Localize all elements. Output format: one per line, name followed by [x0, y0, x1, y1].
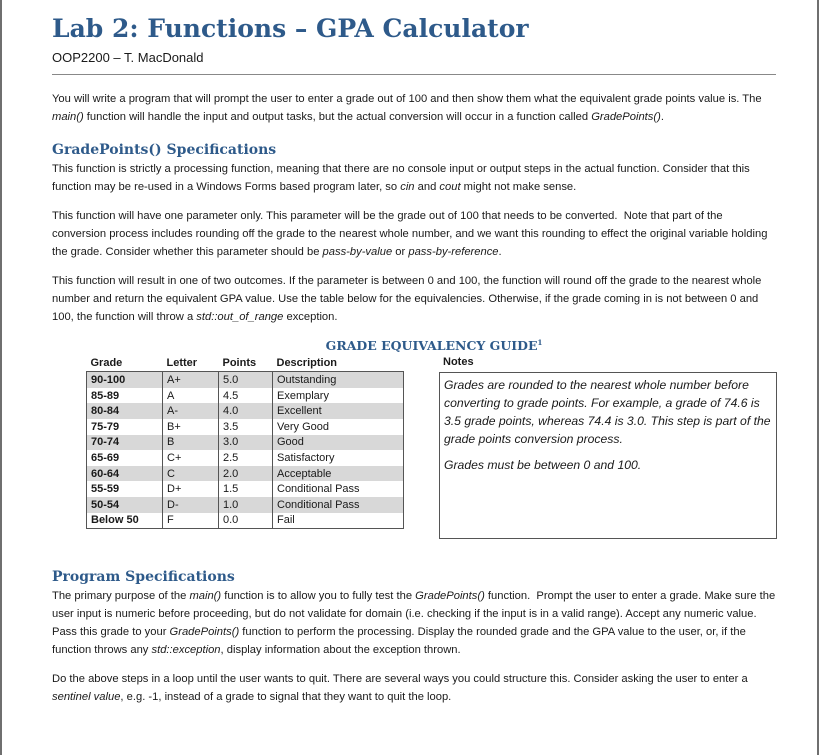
page-right-edge [817, 0, 819, 755]
cell-description: Outstanding [273, 372, 404, 388]
cell-points: 0.0 [219, 513, 273, 529]
cell-points: 3.5 [219, 419, 273, 435]
cell-description: Exemplary [273, 388, 404, 404]
cell-grade: 70-74 [87, 435, 163, 451]
grade-table-row [87, 372, 404, 388]
grade-table-row [87, 481, 404, 497]
note-range: Grades must be between 0 and 100. [444, 458, 642, 473]
cell-description: Good [273, 435, 404, 451]
title-divider [52, 74, 776, 75]
cell-points: 2.0 [219, 466, 273, 482]
document-title: Lab 2: Functions – GPA Calculator [52, 14, 529, 43]
cell-letter: A- [163, 403, 219, 419]
gradepoints-paragraph-2: This function will have one parameter only. This parameter will be the grade out of 100 that needs to be converted. Note that part of the conversion process includes rounding off the grade to the nearest whole number, and we want this rounding to effect the original variable holding the grade. Consider whether this parameter should be pass-by-value or pass-by-reference. [52, 210, 768, 258]
cell-letter: A [163, 388, 219, 404]
grade-table-row [87, 497, 404, 513]
cell-description: Fail [273, 513, 404, 529]
program-spec-heading: Program Specifications [52, 569, 235, 586]
cell-letter: B [163, 435, 219, 451]
grade-table-row [87, 435, 404, 451]
grade-equivalency-guide [86, 355, 776, 541]
header-grade: Grade [87, 355, 163, 372]
cell-points: 5.0 [219, 372, 273, 388]
cell-grade: 60-64 [87, 466, 163, 482]
grade-table-title-text: GRADE EQUIVALENCY GUIDE [325, 338, 538, 354]
cell-grade: Below 50 [87, 513, 163, 529]
page-left-edge [0, 0, 2, 755]
grade-table-row [87, 388, 404, 404]
header-letter: Letter [163, 355, 219, 372]
cell-points: 2.5 [219, 450, 273, 466]
grade-table-row [87, 513, 404, 529]
cell-description: Conditional Pass [273, 481, 404, 497]
cell-points: 4.0 [219, 403, 273, 419]
document-subtitle: OOP2200 – T. MacDonald [52, 50, 204, 65]
program-paragraph-2: Do the above steps in a loop until the user wants to quit. There are several ways you could structure this. Consider asking the user to enter a sentinel value, e.g. -1, instead of a grade to signal that they want to quit the loop. [52, 673, 748, 704]
cell-description: Conditional Pass [273, 497, 404, 513]
grade-table-title [52, 335, 776, 354]
grade-table-row [87, 419, 404, 435]
cell-letter: C+ [163, 450, 219, 466]
footnote-marker: 1 [537, 338, 543, 347]
cell-letter: D+ [163, 481, 219, 497]
cell-letter: A+ [163, 372, 219, 388]
cell-points: 1.5 [219, 481, 273, 497]
document-page [52, 14, 776, 706]
gradepoints-paragraph-3: This function will result in one of two outcomes. If the parameter is between 0 and 100, the function will round off the grade to the nearest whole number and return the equivalent GPA value. Use the table below for the equivalencies. Otherwise, if the grade coming in is not between 0 and 100, the function will throw a std::out_of_range exception. [52, 275, 762, 323]
cell-letter: D- [163, 497, 219, 513]
grade-table-row [87, 466, 404, 482]
cell-points: 1.0 [219, 497, 273, 513]
cell-letter: F [163, 513, 219, 529]
program-paragraph-1: The primary purpose of the main() function is to allow you to fully test the GradePoints() function. Prompt the user to enter a grade. Make sure the user input is numeric before proceeding, but do not validate for domain (i.e. checking if the input is in a valid range). Accept any numeric value. Pass this grade to your GradePoints() function to perform the processing. Display the rounded grade and the GPA value to the user, or, if the function throws any std::exception, display information about the exception thrown. [52, 590, 776, 657]
cell-grade: 50-54 [87, 497, 163, 513]
cell-grade: 85-89 [87, 388, 163, 404]
gradepoints-paragraph-1: This function is strictly a processing function, meaning that there are no console input or output steps in the actual function. Consider that this function may be re-used in a Windows Forms based program later, so cin and cout might not make sense. [52, 163, 750, 193]
cell-points: 4.5 [219, 388, 273, 404]
header-notes: Notes [443, 356, 474, 369]
grade-table-row [87, 450, 404, 466]
grade-table [86, 355, 404, 529]
header-description: Description [273, 355, 404, 372]
cell-letter: C [163, 466, 219, 482]
header-points: Points [219, 355, 273, 372]
cell-grade: 80-84 [87, 403, 163, 419]
gradepoints-spec-heading: GradePoints() Specifications [52, 142, 277, 158]
cell-description: Very Good [273, 419, 404, 435]
grade-table-header-row [87, 355, 404, 372]
cell-description: Excellent [273, 403, 404, 419]
cell-grade: 55-59 [87, 481, 163, 497]
cell-description: Acceptable [273, 466, 404, 482]
cell-description: Satisfactory [273, 450, 404, 466]
cell-grade: 90-100 [87, 372, 163, 388]
grade-table-body [87, 372, 404, 529]
intro-paragraph: You will write a program that will prompt the user to enter a grade out of 100 and then show them what the equivalent grade points value is. The main() function will handle the input and output tasks, but the actual conversion will occur in a function called GradePoints(). [52, 93, 762, 123]
cell-grade: 65-69 [87, 450, 163, 466]
note-rounding: Grades are rounded to the nearest whole number before converting to grade points. For example, a grade of 74.6 is 3.5 grade points, whereas 74.4 is 3.0. This step is part of the grade points conversion process. [444, 378, 771, 447]
cell-grade: 75-79 [87, 419, 163, 435]
grade-table-row [87, 403, 404, 419]
cell-points: 3.0 [219, 435, 273, 451]
notes-box [439, 372, 777, 539]
cell-letter: B+ [163, 419, 219, 435]
